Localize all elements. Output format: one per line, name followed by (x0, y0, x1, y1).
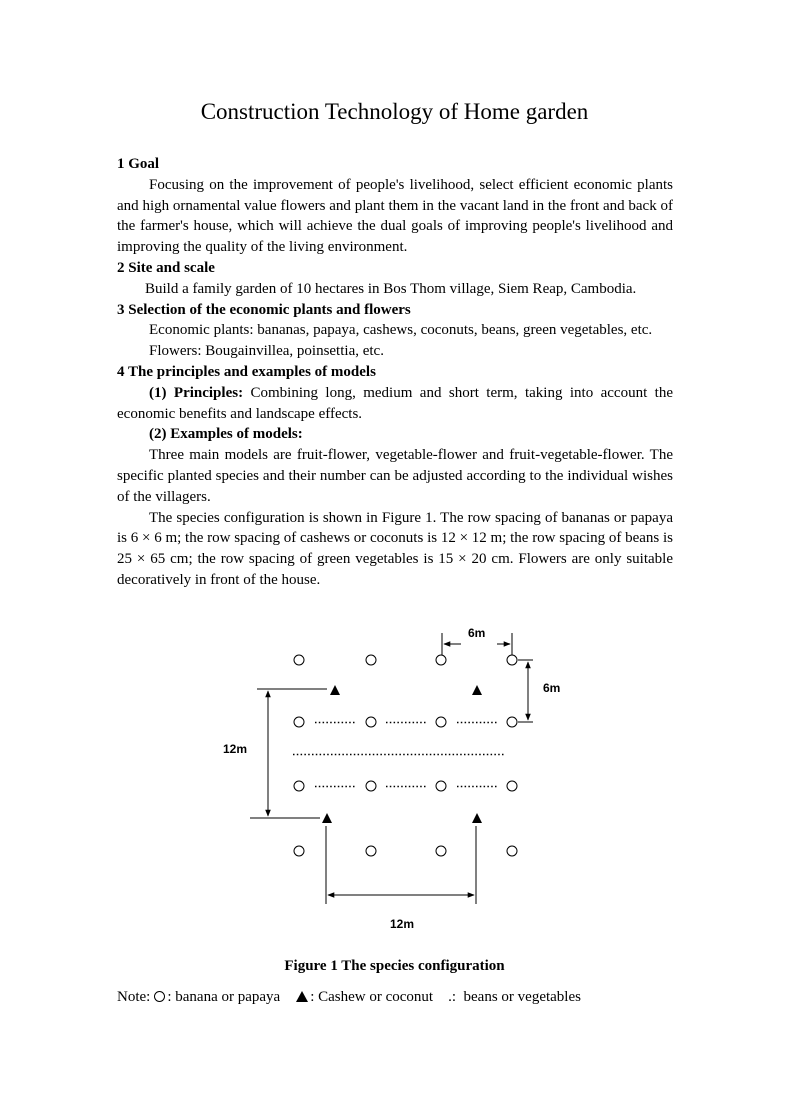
section-heading-site: 2 Site and scale (117, 259, 215, 276)
document-body (117, 154, 673, 591)
cashew-icon (322, 813, 332, 823)
note-dots-symbol: .: (448, 988, 457, 1005)
banana-icon (436, 846, 446, 856)
principles-text: Combining long, medium and short term, taking into account the economic benefits and landscape effects. (117, 384, 673, 422)
label-6m-right: 6m (543, 681, 561, 695)
dimension-12m-vertical (250, 689, 327, 818)
note-dots-text: beans or vegetables (463, 988, 581, 1005)
banana-icon (294, 717, 304, 727)
banana-icon (507, 781, 517, 791)
configuration-paragraph: The species configuration is shown in Figure 1. The row spacing of bananas or papaya is 6 × 6 m; the row spacing of cashews or coconuts is 12 × 12 m; the row spacing of beans is 25 × 65 cm; the row spacing of green vegetables is 15 × 20 cm. Flowers are only suitable decoratively in front of the house. (117, 509, 673, 588)
section-heading-selection: 3 Selection of the economic plants and flowers (117, 301, 411, 318)
note-circle-text: banana or papaya (175, 988, 281, 1005)
document-title: Construction Technology of Home garden (200, 99, 589, 124)
banana-icon (436, 717, 446, 727)
banana-row-1 (294, 655, 517, 665)
label-12m-bottom: 12m (390, 917, 415, 931)
banana-icon (436, 781, 446, 791)
triangle-icon (296, 991, 308, 1002)
cashew-row-1 (330, 685, 482, 695)
dimension-12m-horizontal (326, 826, 476, 904)
flowers-paragraph: Flowers: Bougainvillea, poinsettia, etc. (149, 343, 384, 360)
cashew-icon (330, 685, 340, 695)
site-paragraph: Build a family garden of 10 hectares in Bos Thom village, Siem Reap, Cambodia. (145, 280, 637, 297)
species-configuration-figure (0, 620, 789, 960)
models-paragraph: Three main models are fruit-flower, vegetable-flower and fruit-vegetable-flower. The specific planted species and their number can be adjusted according to the individual wishes of the villagers. (117, 447, 673, 505)
cashew-icon (472, 813, 482, 823)
label-12m-left: 12m (223, 742, 248, 756)
note-triangle-text: Cashew or coconut (318, 988, 434, 1005)
banana-icon (366, 781, 376, 791)
circle-icon (154, 991, 165, 1002)
figure-legend-note (117, 986, 717, 1007)
note-prefix: Note: (117, 988, 151, 1005)
label-6m-top: 6m (468, 626, 486, 640)
species-configuration-diagram (0, 620, 789, 960)
cashew-icon (472, 685, 482, 695)
section-heading-principles: 4 The principles and examples of models (117, 363, 376, 380)
banana-icon (507, 717, 517, 727)
banana-icon (507, 846, 517, 856)
economic-plants-paragraph: Economic plants: bananas, papaya, cashews, coconuts, beans, green vegetables, etc. (149, 322, 653, 339)
banana-icon (507, 655, 517, 665)
banana-icon (294, 781, 304, 791)
cashew-row-2 (322, 813, 482, 823)
dimension-6m-vertical (518, 660, 533, 722)
banana-icon (436, 655, 446, 665)
goal-paragraph: Focusing on the improvement of people's livelihood, select efficient economic plants and high ornamental value flowers and plant them in the vacant land in the front and back of the farmer's house, which will achieve the dual goals of improving people's livelihood and improving the quality of the living environment. (117, 176, 673, 256)
banana-icon (366, 717, 376, 727)
note-circle-separator: : (167, 988, 172, 1005)
banana-icon (294, 655, 304, 665)
examples-label: (2) Examples of models: (149, 426, 303, 443)
examples-heading (117, 424, 673, 445)
principles-label: (1) Principles: (149, 384, 244, 401)
figure-caption: Figure 1 The species configuration (284, 958, 505, 974)
principles-paragraph (117, 383, 673, 425)
banana-icon (294, 846, 304, 856)
section-heading-goal: 1 Goal (117, 156, 160, 172)
banana-icon (366, 846, 376, 856)
banana-icon (366, 655, 376, 665)
bean-rows (293, 723, 505, 787)
note-triangle-separator: : (310, 988, 315, 1005)
banana-row-4 (294, 846, 517, 856)
